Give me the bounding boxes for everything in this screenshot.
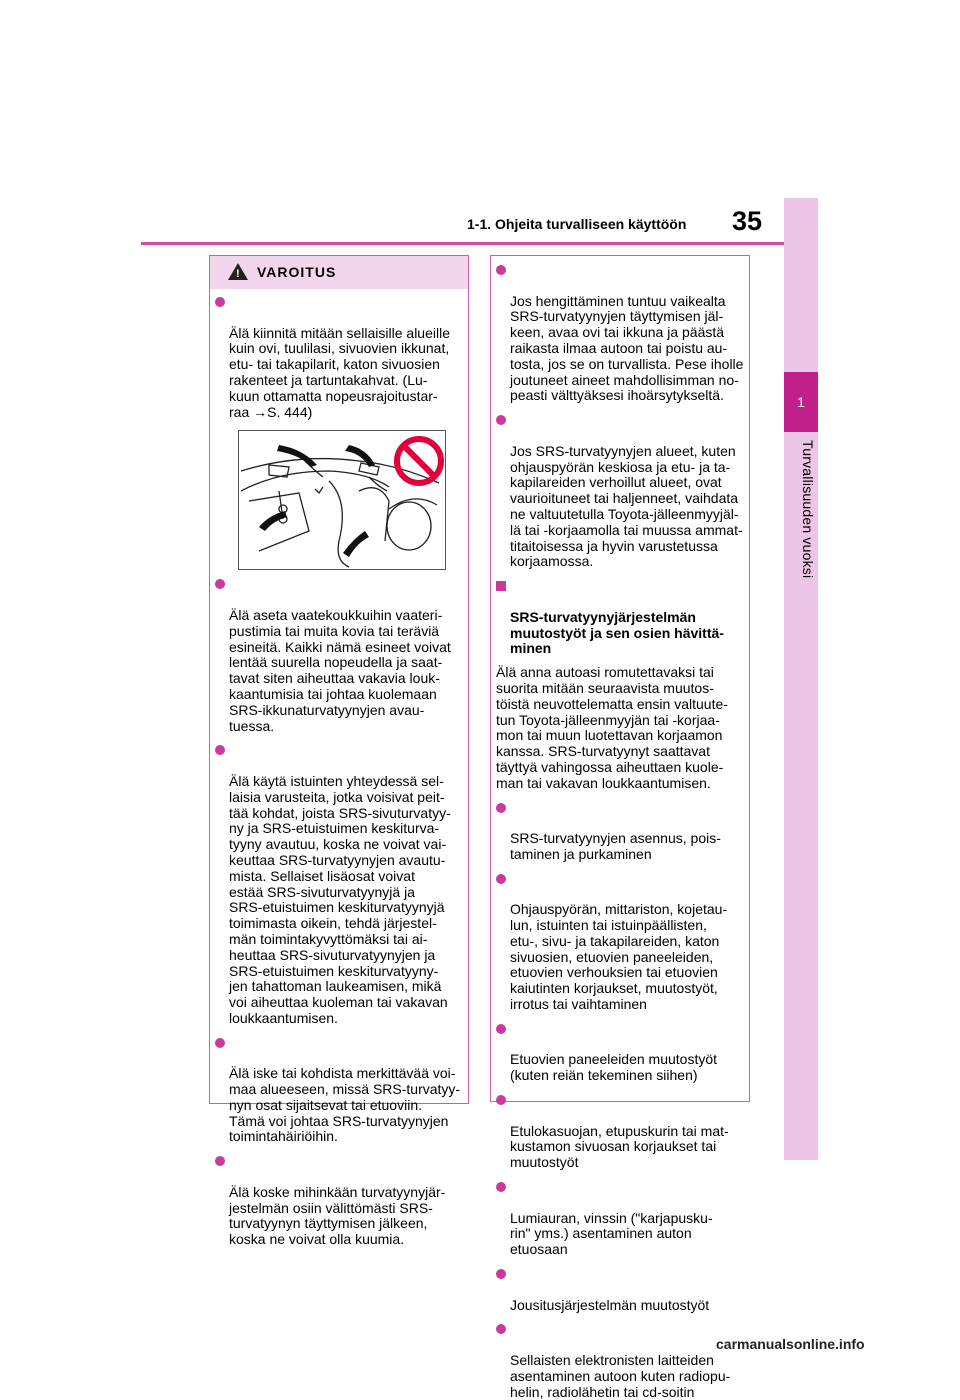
bullet-icon (496, 265, 506, 275)
airbag-illustration (238, 430, 446, 570)
list-item: Sellaisten elektronisten laitteiden asentaminen autoon kuten radiopu- helin, radiolähetin tai cd-soitin (496, 1321, 744, 1400)
bullet-icon (496, 803, 506, 813)
bullet-icon (215, 745, 225, 755)
bullet-icon (496, 1024, 506, 1034)
list-item: Älä kiinnitä mitään sellaisille alueille kuin ovi, tuulilasi, sivuovien ikkunat, etu- tai takapilarit, katon sivuosien rakenteet ja tartuntakahvat. (Lu- kuun ottamatta nopeusrajoitustar- raa →S. 444) (215, 294, 463, 420)
list-item: Etulokasuojan, etupuskurin tai mat- kustamon sivuosan korjaukset tai muutostyöt (496, 1092, 744, 1171)
car-interior-illustration (239, 431, 445, 569)
bullet-icon (496, 415, 506, 425)
list-item: Lumiauran, vinssin ("karjapusku- rin" yms.) asentaminen auton etuosaan (496, 1179, 744, 1258)
bullet-icon (496, 1095, 506, 1105)
subheading: SRS-turvatyynyjärjestelmän muutostyöt ja sen osien hävittä- minen (496, 578, 744, 657)
side-tab-number: 1 (784, 372, 818, 432)
page-number: 35 (732, 206, 763, 236)
list-item: Jos hengittäminen tuntuu vaikealta SRS-turvatyynyjen täyttymisen jäl- keen, avaa ovi tai ikkuna ja päästä raikasta ilmaa autoon tai poistu au- tosta, jos se on turvallista. Pese iholle joutuneet aineet mahdollisimman no- peasti välttyäksesi ihoärsytykseltä. (496, 262, 744, 404)
bullet-icon (496, 1182, 506, 1192)
section-title: 1-1. Ohjeita turvalliseen käyttöön (467, 216, 687, 232)
bullet-icon (215, 1038, 225, 1048)
square-bullet-icon (496, 581, 506, 591)
list-item: Etuovien paneeleiden muutostyöt (kuten reiän tekeminen siihen) (496, 1021, 744, 1084)
list-item: Älä koske mihinkään turvatyynyjär- jestelmän osiin välittömästi SRS- turvatyynyn täyttymisen jälkeen, koska ne voivat olla kuumia. (215, 1153, 463, 1248)
warning-box-continued (490, 255, 750, 1400)
bullet-icon (215, 579, 225, 589)
list-item: SRS-turvatyynyjen asennus, pois- taminen ja purkaminen (496, 800, 744, 863)
list-item: Jos SRS-turvatyynyjen alueet, kuten ohjauspyörän keskiosa ja etu- ja ta- kapilareiden verhoillut alueet, ovat vaurioituneet tai haljenneet, vaihdata ne valtuutetulla Toyota-jälleenmyyjäl- lä tai -korjaamolla tai muussa ammat- titaitoisessa ja hyvin varustetussa korjaamossa. (496, 412, 744, 570)
bullet-icon (215, 297, 225, 307)
bullet-icon (496, 1324, 506, 1334)
bullet-icon (215, 1156, 225, 1166)
side-tab (784, 198, 818, 1160)
list-item: Älä käytä istuinten yhteydessä sel- laisia varusteita, jotka voisivat peit- tää kohdat, joista SRS-sivuturvatyy- ny ja SRS-etuistuimen keskiturva- tyyny avautuu, koska ne voivat vai- keuttaa SRS-turvatyynyjen avautu- mista. Sellaiset lisäosat voivat estää SRS-sivuturvatyynyjä ja SRS-etuistuimen keskiturvatyynyjä toimimasta oikein, tehdä järjestel- män toimintakyvyttömäksi tai ai- heuttaa SRS-sivuturvatyynyjen ja SRS-etuistuimen keskiturvatyyny- jen tahattoman laukeamisen, mikä voi aiheuttaa kuoleman tai vakavan loukkaantumisen. (215, 742, 463, 1026)
bullet-icon (496, 1269, 506, 1279)
list-item: Älä aseta vaatekoukkuihin vaateri- pustimia tai muita kovia tai teräviä esineitä. Kaikki nämä esineet voivat lentää suurella nopeudella ja saat- tavat siten aiheuttaa vakavia louk- kaantumisia tai johtaa kuolemaan SRS-ikkunaturvatyynyjen avau- tuessa. (215, 576, 463, 734)
footer-watermark: carmanualsonline.info (716, 1336, 865, 1352)
list-item: Jousitusjärjestelmän muutostyöt (496, 1266, 744, 1313)
header-rule (141, 242, 784, 245)
warning-box (209, 255, 469, 1248)
warning-title: VAROITUS (257, 264, 337, 280)
list-item: Ohjauspyörän, mittariston, kojetau- lun, istuinten tai istuinpäällisten, etu-, sivu- ja takapilareiden, katon sivuosien, etuovien paneeleiden, etuovien verhouksien tai etuovien kaiutinten korjaukset, muutostyöt, irrotus tai vaihtaminen (496, 871, 744, 1013)
bullet-icon (496, 874, 506, 884)
side-tab-label: Turvallisuuden vuoksi (800, 440, 816, 579)
list-item: Älä iske tai kohdista merkittävää voi- maa alueeseen, missä SRS-turvatyy- nyn osat sijaitsevat tai etuoviin. Tämä voi johtaa SRS-turvatyynyjen toimintahäiriöihin. (215, 1035, 463, 1146)
paragraph: Älä anna autoasi romutettavaksi tai suorita mitään seuraavista muutos- töistä neuvottelematta ensin valtuute- tun Toyota-jälleenmyyjän tai -korjaa- mon tai muun luotettavan korjaamon kanssa. SRS-turvatyynyt saattavat täyttyä vahingossa aiheuttaen kuole- man tai vakavan loukkaantumisen. (496, 664, 728, 791)
warning-header: ! VAROITUS (210, 256, 468, 289)
